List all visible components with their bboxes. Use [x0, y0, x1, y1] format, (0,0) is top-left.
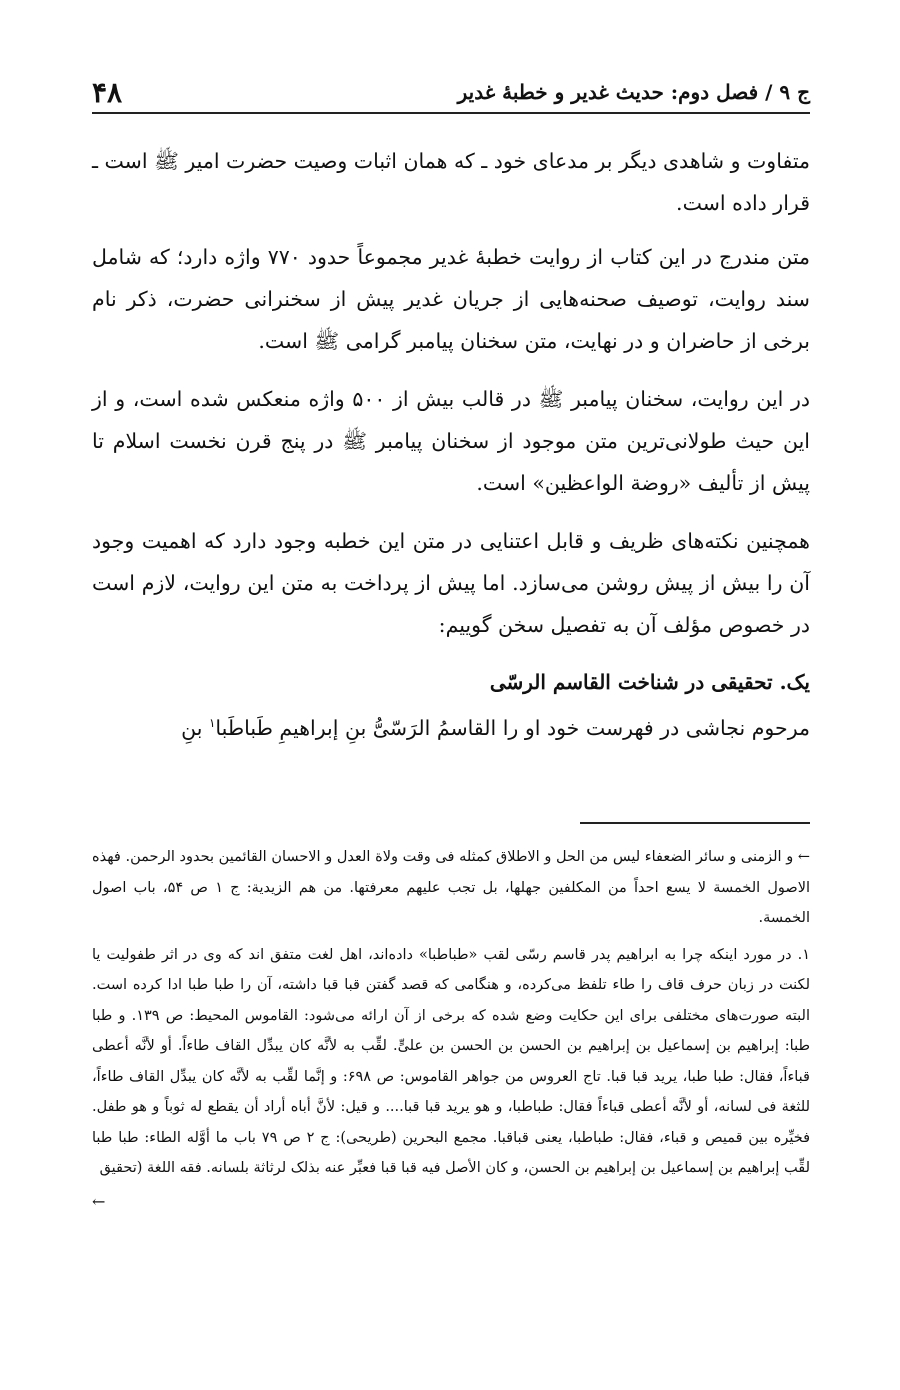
book-page [92, 0, 810, 1390]
footnote-divider [580, 822, 810, 824]
footnote-continued: ← و الزمنی و سائر الضعفاء لیس من الحل و الاطلاق کمثله فی وقت ولاة العدل و الاحسان القائمین بحدود الرحمن. فهذه الاصول الخمسة لا یسع احداً من المکلفین جهلها، بل تجب علیهم معرفتها. من هم الزیدیة: ج ۱ ص ۵۴، باب اصول الخمسة. [92, 849, 811, 926]
paragraph: متفاوت و شاهدی دیگر بر مدعای خود ـ که همان اثبات وصیت حضرت امیر ﷺ است ـ قرار داده است. [92, 149, 810, 215]
section-line-end: بنِ [181, 715, 209, 740]
main-text [92, 140, 810, 749]
page-number: ۴۸ [92, 75, 123, 109]
paragraph: همچنین نکته‌های ظریف و قابل اعتنایی در متن این خطبه وجود دارد که اهمیت وجود آن را بیش از پیش روشن می‌سازد. اما پیش از پرداخت به متن این روایت، لازم است در خصوص مؤلف آن به تفصیل سخن گوییم: [92, 529, 810, 637]
footnote-1: ۱. در مورد اینکه چرا به ابراهیم پدر قاسم رسّی لقب «طباطبا» داده‌اند، اهل لغت متفق اند که وی در اثر طفولیت یا لکنت در زبان حرف قاف را طاء تلفظ می‌کرده، و هنگامی که قصد گفتن قبا قبا داشته، آن را طبا طبا ادا کرده است. البته صورت‌های مختلفی برای این حکایت وضع شده که برخی از آن ارائه می‌شود: القاموس المحیط: ص ۱۳۹. و طبا طبا: إبراهیم بن إسماعیل بن إبراهیم بن الحسن بن الحسن بن علیٍّ. لقِّب به لأنَّه کان یبدِّل القاف طاءاً. أو لأنَّه أعطی قباءاً، فقال: طبا طبا، یرید قبا قبا. تاج العروس من جواهر القاموس: ص ۶۹۸: و إنَّما لقِّب به لأنَّه کان یبدِّل القاف طاءاً، للثغة فی لسانه، أو لأنَّه أعطی قباءاً فقال: طباطبا، و هو یرید قبا قبا.... و قیل: لأنَّ أباه أراد أن یقطع له ثوباً و هو طفل. فخیِّره بین قمیص و قباء، فقال: طباطبا، یعنی قباقبا. مجمع البحرین (طریحی): ج ۲ ص ۷۹ باب ما أوَّله الطاء: طبا طبا لقِّب إبراهیم بن إسماعیل بن إبراهیم بن الحسن، و کان الأصل فیه قبا قبا فعبِّر عنه بذلک لرثاثة بلسانه. فقه اللغة (تحقیق [92, 946, 811, 1176]
footnote-marker: ۱ [208, 716, 216, 730]
running-title: ج ۹ / فصل دوم: حدیث غدیر و خطبهٔ غدیر [457, 80, 810, 104]
paragraph: در این روایت، سخنان پیامبر ﷺ در قالب بیش از ۵۰۰ واژه منعکس شده است، و از این حیث طولانی‌ترین متن موجود از سخنان پیامبر ﷺ در پنج قرن نخست اسلام تا پیش از تألیف «روضة الواعظین» است. [92, 387, 811, 495]
section-heading: یک. تحقیقی در شناخت القاسم الرسّی [489, 670, 810, 694]
section-line-text: مرحوم نجاشی در فهرست خود او را القاسمُ الرَسّیُّ بنِ إبراهیمِ طَباطَبا [215, 715, 810, 740]
footnotes [92, 842, 810, 1214]
continuation-arrow-icon: ← [92, 1191, 106, 1211]
section-first-line [92, 702, 810, 749]
page-header [92, 72, 810, 114]
paragraph: متن مندرج در این کتاب از روایت خطبهٔ غدیر مجموعاً حدود ۷۷۰ واژه دارد؛ که شامل سند روایت، توصیف صحنه‌هایی از جریان غدیر پیش از سخنرانی حضرت، ذکر نام برخی از حاضران و در نهایت، متن سخنان پیامبر گرامی ﷺ است. [92, 245, 810, 353]
